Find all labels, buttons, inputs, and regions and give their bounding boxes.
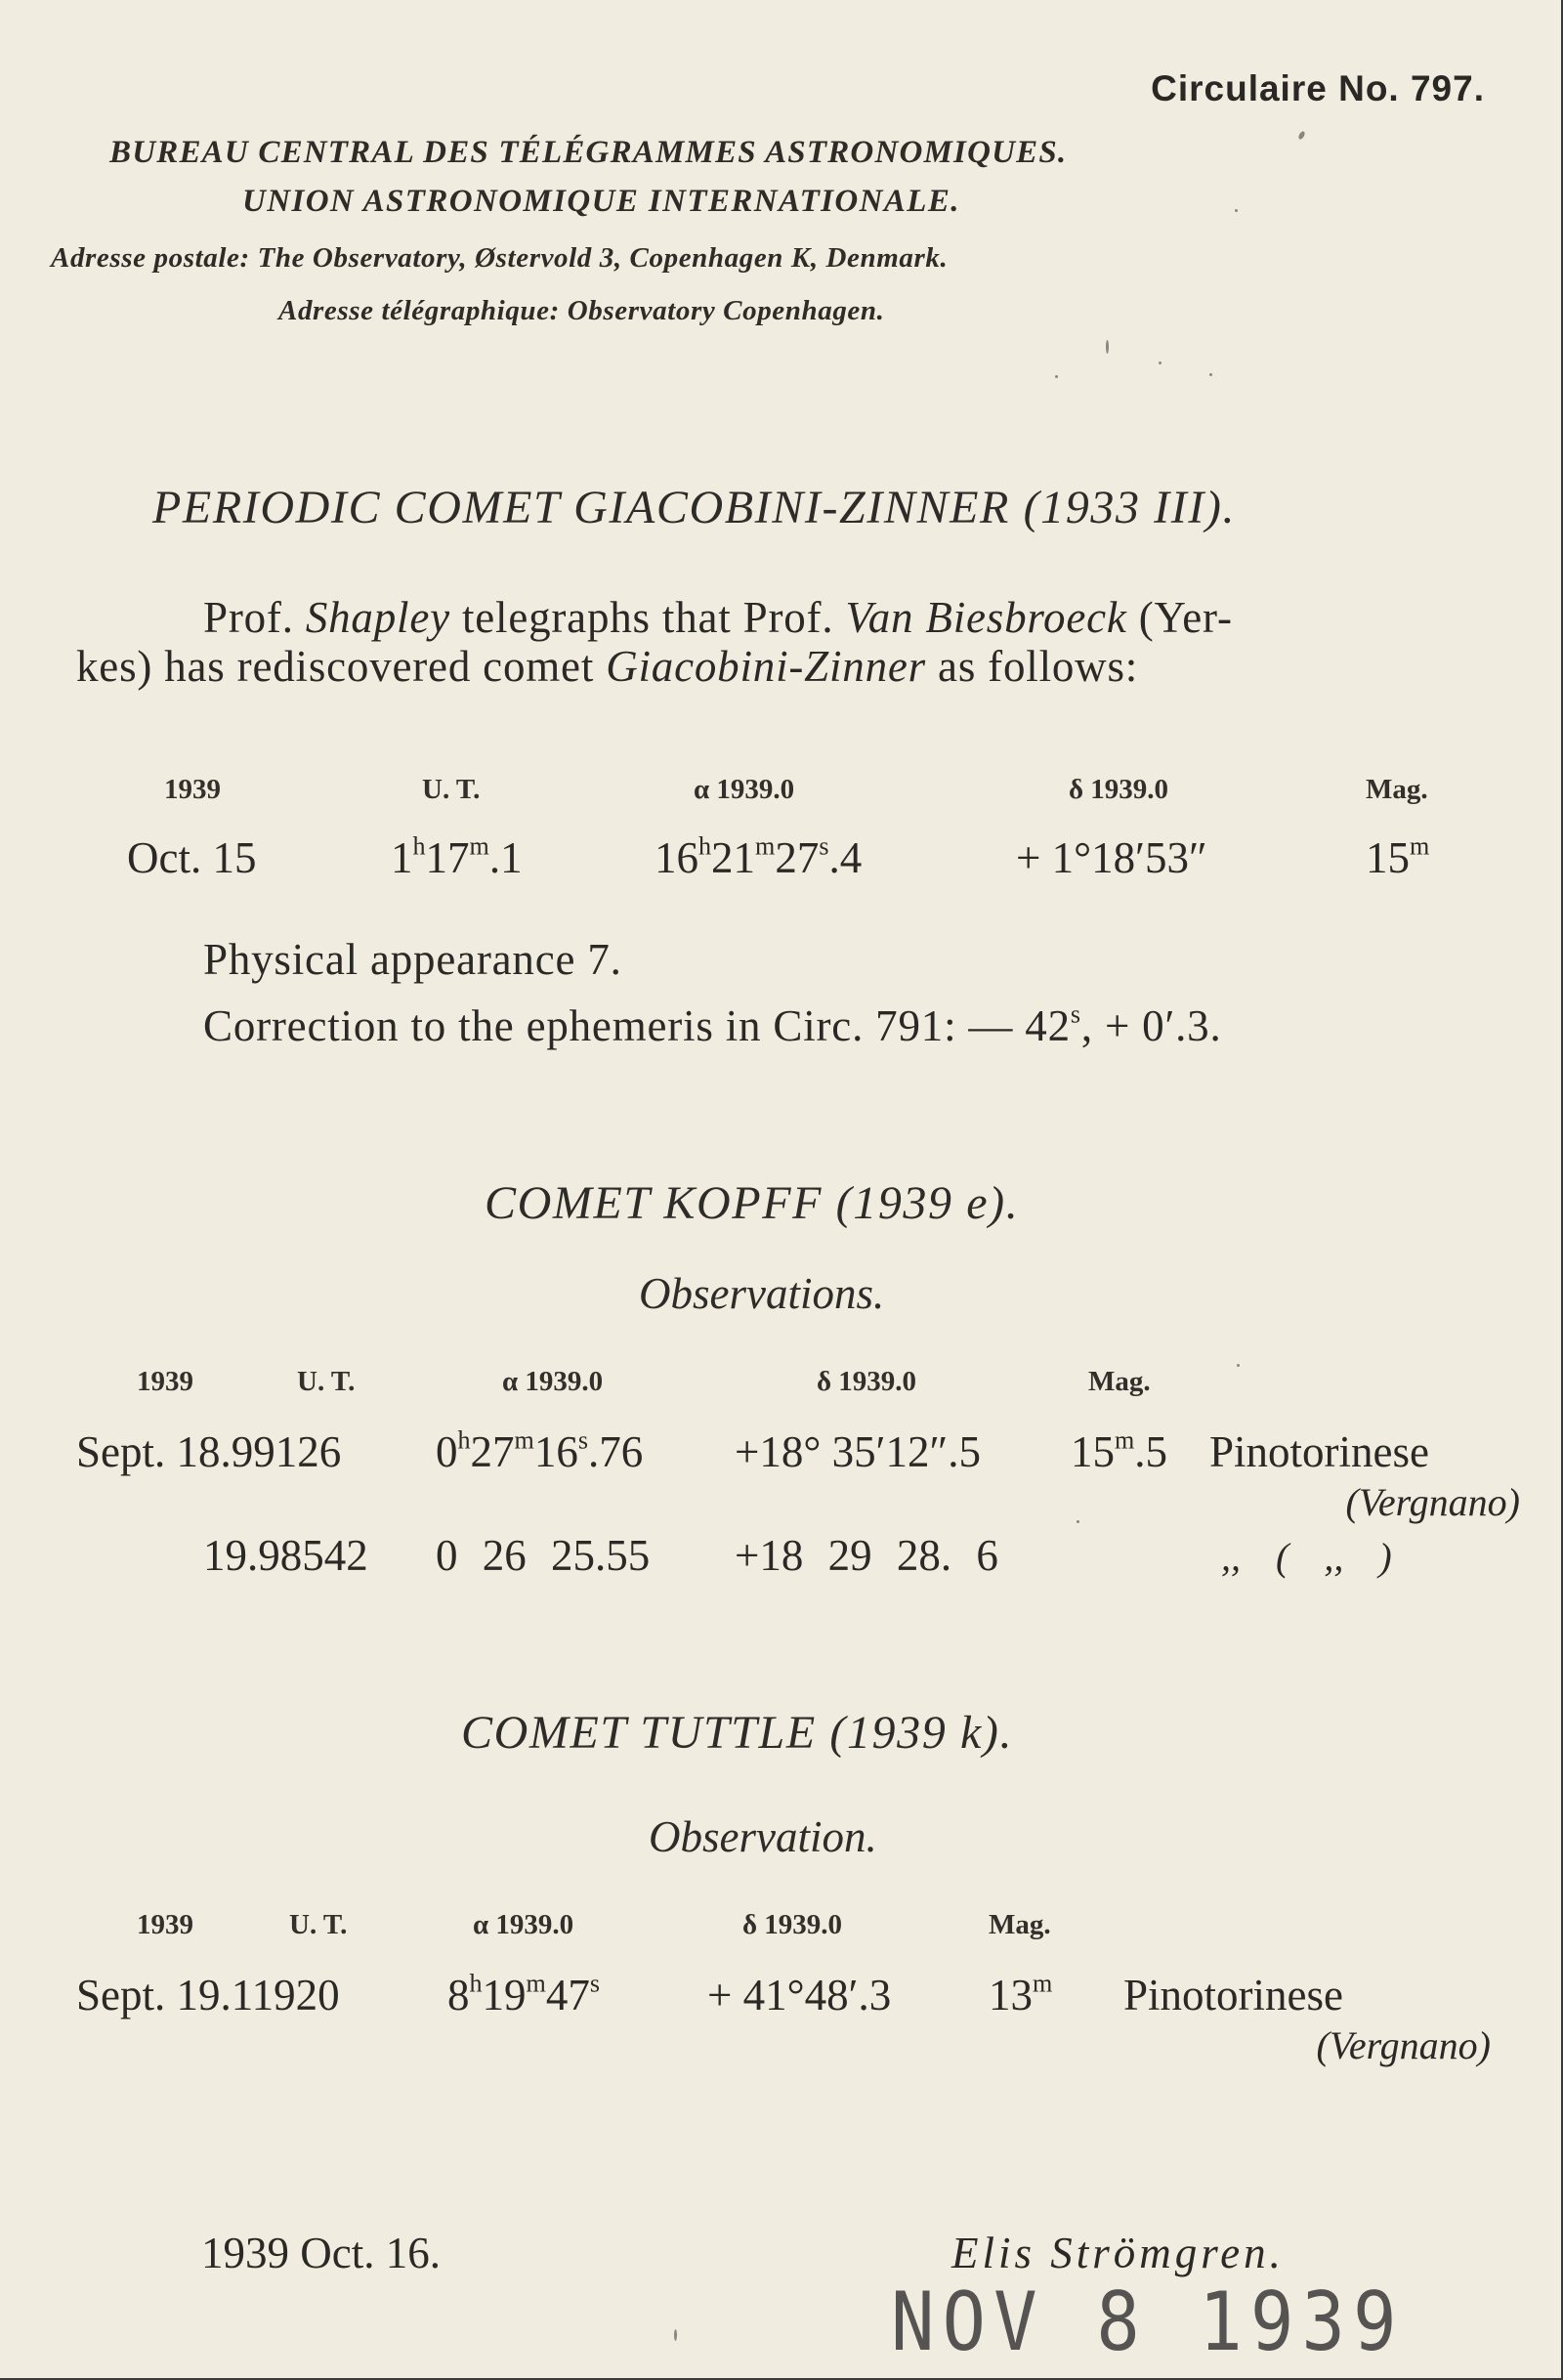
col-header-ut: U. T. xyxy=(297,1366,356,1397)
obs-dec: + 1°18′53″ xyxy=(1016,833,1207,882)
obs-mag: 15$^m$ xyxy=(1366,831,1430,882)
obs-date: Oct. 15 xyxy=(127,833,257,882)
observatory-name: Pinotorinese xyxy=(1123,1971,1343,2019)
telegraph-address: Adresse télégraphique: Observatory Copenhagen. xyxy=(278,295,885,326)
observer-name: (Vergnano) xyxy=(1345,1480,1520,1524)
ditto-marks: ,, ( ,, ) xyxy=(1221,1535,1392,1579)
obs-ra: 8$^h$19$^m$47$^s$ xyxy=(447,1969,600,2019)
signature: Elis Strömgren. xyxy=(951,2229,1285,2277)
paper-speck xyxy=(1209,373,1212,376)
section-subtitle-kopff: Observations. xyxy=(639,1269,885,1318)
paper-speck xyxy=(1297,130,1306,140)
observer-name: (Vergnano) xyxy=(1316,2023,1491,2067)
para-text: Prof. xyxy=(203,593,294,642)
section-title-giacobini: PERIODIC COMET GIACOBINI-ZINNER (1933 III). xyxy=(152,482,1237,533)
paper-speck xyxy=(1235,209,1238,212)
section-subtitle-tuttle: Observation. xyxy=(649,1812,877,1861)
observatory-name: Pinotorinese xyxy=(1209,1427,1429,1476)
col-header-year: 1939 xyxy=(164,774,221,805)
physical-appearance: Physical appearance 7. xyxy=(203,935,622,984)
col-header-alpha: α 1939.0 xyxy=(694,774,795,805)
postal-address: Adresse postale: The Observatory, Østervold 3, Copenhagen K, Denmark. xyxy=(51,242,949,274)
obs-ra: 16$^h$21$^m$27$^s$.4 xyxy=(655,831,863,882)
col-header-delta: δ 1939.0 xyxy=(742,1909,843,1940)
col-header-ut: U. T. xyxy=(289,1909,348,1940)
received-date-stamp: NOV 8 1939 xyxy=(891,2274,1405,2370)
para-text: as follows: xyxy=(938,642,1139,691)
obs-dec: +18 29 28. 6 xyxy=(735,1531,998,1580)
col-header-year: 1939 xyxy=(137,1366,193,1397)
obs-dec: + 41°48′.3 xyxy=(707,1971,892,2019)
obs-date: 19.98542 xyxy=(203,1531,368,1580)
col-header-mag: Mag. xyxy=(1088,1366,1151,1397)
paragraph-line-2 xyxy=(76,641,1138,692)
comet-name: Giacobini-Zinner xyxy=(606,642,926,691)
obs-date: Sept. 19.11920 xyxy=(76,1971,340,2019)
person-name: Van Biesbroeck xyxy=(845,593,1127,642)
paper-speck xyxy=(1077,1520,1079,1523)
col-header-ut: U. T. xyxy=(422,774,481,805)
obs-ra: 0 26 25.55 xyxy=(436,1531,651,1580)
paper-speck xyxy=(1055,375,1058,378)
paragraph-line-1 xyxy=(203,592,1233,643)
section-title-tuttle: COMET TUTTLE (1939 k). xyxy=(461,1707,1014,1759)
obs-mag: 15$^m$.5 xyxy=(1071,1425,1168,1476)
union-title: UNION ASTRONOMIQUE INTERNATIONALE. xyxy=(242,184,960,219)
paper-speck xyxy=(1159,361,1162,364)
paper-speck xyxy=(674,2329,677,2341)
issue-date: 1939 Oct. 16. xyxy=(201,2229,441,2277)
col-header-mag: Mag. xyxy=(989,1909,1051,1940)
ephemeris-correction: Correction to the ephemeris in Circ. 791: — $42^s$, + 0′.3. xyxy=(203,999,1222,1050)
paper-speck xyxy=(1237,1364,1240,1367)
para-text: kes) has rediscovered comet xyxy=(76,642,595,691)
obs-ut: 1$^h$17$^m$.1 xyxy=(391,831,523,882)
col-header-alpha: α 1939.0 xyxy=(473,1909,574,1940)
obs-mag: 13$^m$ xyxy=(989,1969,1053,2019)
obs-date: Sept. 18.99126 xyxy=(76,1427,342,1476)
col-header-mag: Mag. xyxy=(1366,774,1428,805)
col-header-year: 1939 xyxy=(137,1909,193,1940)
circular-number: Circulaire No. 797. xyxy=(1151,68,1485,108)
paper-speck xyxy=(1106,340,1109,354)
obs-dec: +18° 35′12″.5 xyxy=(735,1427,981,1476)
section-title-kopff: COMET KOPFF (1939 e). xyxy=(485,1177,1020,1229)
col-header-delta: δ 1939.0 xyxy=(817,1366,917,1397)
obs-ra: 0$^h$27$^m$16$^s$.76 xyxy=(436,1425,644,1476)
col-header-alpha: α 1939.0 xyxy=(502,1366,604,1397)
para-text: telegraphs that Prof. xyxy=(461,593,834,642)
bureau-title: BUREAU CENTRAL DES TÉLÉGRAMMES ASTRONOMIQUES. xyxy=(109,135,1068,170)
para-text: (Yer- xyxy=(1138,593,1233,642)
col-header-delta: δ 1939.0 xyxy=(1069,774,1169,805)
person-name: Shapley xyxy=(305,593,450,642)
